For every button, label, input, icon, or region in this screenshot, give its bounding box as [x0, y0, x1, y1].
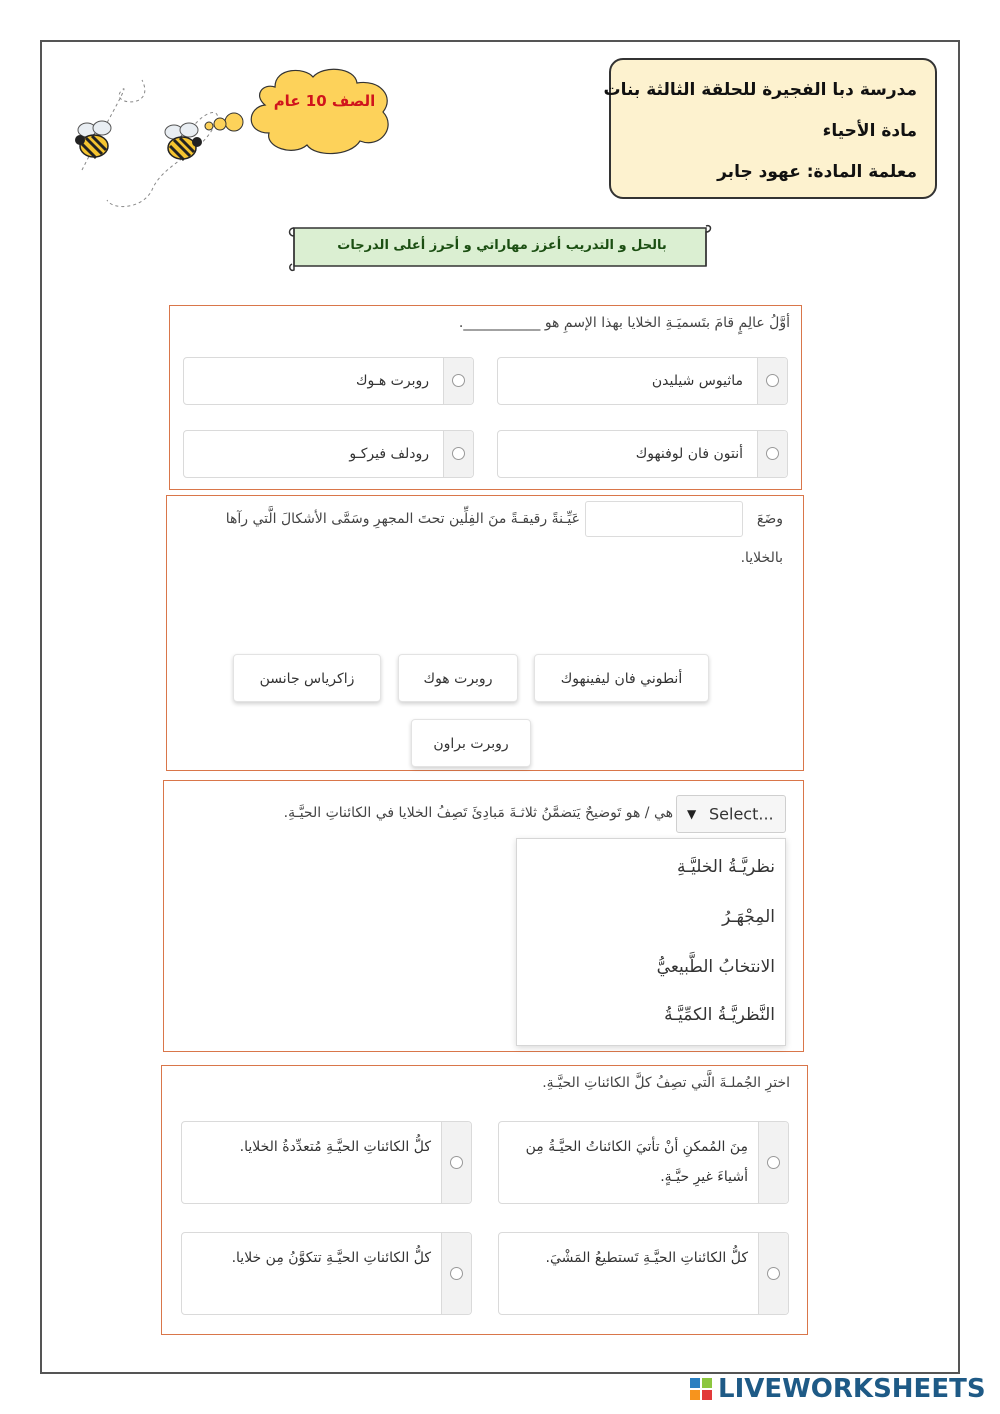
q3-select-value: Select... [709, 804, 774, 824]
bee-icon-left [75, 121, 111, 158]
q4-option-2-radio-cell [441, 1122, 471, 1203]
radio-button[interactable] [452, 374, 465, 387]
radio-button[interactable] [450, 1156, 463, 1169]
q3-dropdown-list [516, 838, 786, 1046]
q2-chip-1[interactable]: أنطوني فان ليفينهوك [534, 654, 709, 702]
liveworksheets-watermark: LIVEWORKSHEETS [718, 1374, 986, 1404]
q4-option-1-radio-cell [758, 1122, 788, 1203]
cloud-bubbles [200, 110, 250, 140]
school-header-card [603, 58, 937, 199]
q1-option-1[interactable] [497, 357, 788, 405]
liveworksheets-logo-icon [690, 1378, 714, 1402]
q3-dropdown-option-2[interactable]: المِجْهَـرُ [722, 907, 775, 927]
subject-name: مادة الأحياء [822, 121, 917, 141]
q3-dropdown-option-1[interactable]: نظريَّـةُ الخليَّـةِ [676, 857, 775, 877]
question-2-prompt-start: وضَعَ [756, 511, 783, 527]
motto-text: بالحل و التدريب أعزز مهاراتي و أحرز أعلى الدرجات [337, 238, 667, 253]
q2-chip-4[interactable]: روبرت براون [411, 719, 531, 767]
chevron-down-icon: ▼ [687, 807, 697, 821]
q1-option-4-radio-cell [443, 431, 473, 477]
q3-dropdown-option-4[interactable]: النَّظريَّـةُ الكمِّيَّـةُ [664, 1005, 775, 1025]
question-3-prompt: هي / هو تَوضيحٌ يَتضمَّنُ ثلاثـةَ مَبادِئَ تَصِفُ الخلايا في الكائناتِ الحيَّـةِ. [283, 805, 673, 821]
q1-option-3-radio-cell [757, 431, 787, 477]
radio-button[interactable] [450, 1267, 463, 1280]
radio-button[interactable] [766, 374, 779, 387]
bee-icon-right [165, 123, 202, 160]
q1-option-2[interactable] [183, 357, 474, 405]
q2-drop-slot[interactable] [585, 501, 743, 537]
question-2-prompt-end: بالخلايا. [740, 550, 783, 566]
q1-option-4[interactable] [183, 430, 474, 478]
q1-option-2-label: روبرت هـوك [355, 373, 429, 389]
q4-option-3[interactable] [498, 1232, 789, 1315]
question-2-prompt-middle: عَيِّـنةً رقيقـةً منَ الفِلِّين تحتَ المجهرِ وسَمَّى الأشكالَ الَّتي رآها [225, 511, 580, 527]
q2-chip-3[interactable]: زاكرياس جانسن [233, 654, 381, 702]
radio-button[interactable] [452, 447, 465, 460]
q1-option-4-label: رودلف فيركـو [349, 446, 429, 462]
q4-option-4-radio-cell [441, 1233, 471, 1314]
q3-select[interactable] [676, 795, 786, 833]
teacher-name: معلمة المادة: عهود جابر [717, 162, 917, 182]
question-1-prompt: أوَّلُ عالِمٍ قامَ بتَسميَـةِ الخلايا بهذا الإسمِ هو ___________. [458, 315, 790, 331]
question-4-prompt: اخترِ الجُملـةَ الَّتي تصِفُ كلَّ الكائناتِ الحيَّـةِ. [542, 1075, 790, 1091]
q4-option-1[interactable] [498, 1121, 789, 1204]
q1-option-1-radio-cell [757, 358, 787, 404]
q4-option-4[interactable] [181, 1232, 472, 1315]
radio-button[interactable] [767, 1267, 780, 1280]
q4-option-2-label: كلُّ الكائناتِ الحيَّـةِ مُتعدِّدةُ الخلايا. [239, 1139, 431, 1155]
q1-option-3[interactable] [497, 430, 788, 478]
thought-cloud [245, 67, 405, 155]
q4-option-1-label: مِنَ المُمكنِ أنْ تأتيَ الكائناتُ الحيَّـةُ مِن أشياءَ غيرِ حيَّـةٍ. [525, 1139, 748, 1185]
radio-button[interactable] [767, 1156, 780, 1169]
bees-illustration [62, 70, 252, 220]
q3-dropdown-option-3[interactable]: الانتخابُ الطَّبيعيُّ [656, 957, 775, 977]
q4-option-3-radio-cell [758, 1233, 788, 1314]
q4-option-4-label: كلُّ الكائناتِ الحيَّـةِ تتكوَّنُ مِن خلايا. [231, 1250, 431, 1266]
q1-option-1-label: ماثيوس شيليدن [651, 373, 743, 389]
school-name: مدرسة دبا الفجيرة للحلقة الثالثة بنات [603, 80, 917, 100]
q4-option-2[interactable] [181, 1121, 472, 1204]
q4-option-3-label: كلُّ الكائناتِ الحيَّـةِ تَستطيعُ المَشْيَ. [545, 1250, 748, 1266]
q2-chip-2[interactable]: روبرت هوك [398, 654, 518, 702]
grade-label: الصف 10 عام [273, 92, 376, 110]
radio-button[interactable] [766, 447, 779, 460]
q1-option-2-radio-cell [443, 358, 473, 404]
q1-option-3-label: أنتون فان لوفنهوك [635, 446, 743, 462]
